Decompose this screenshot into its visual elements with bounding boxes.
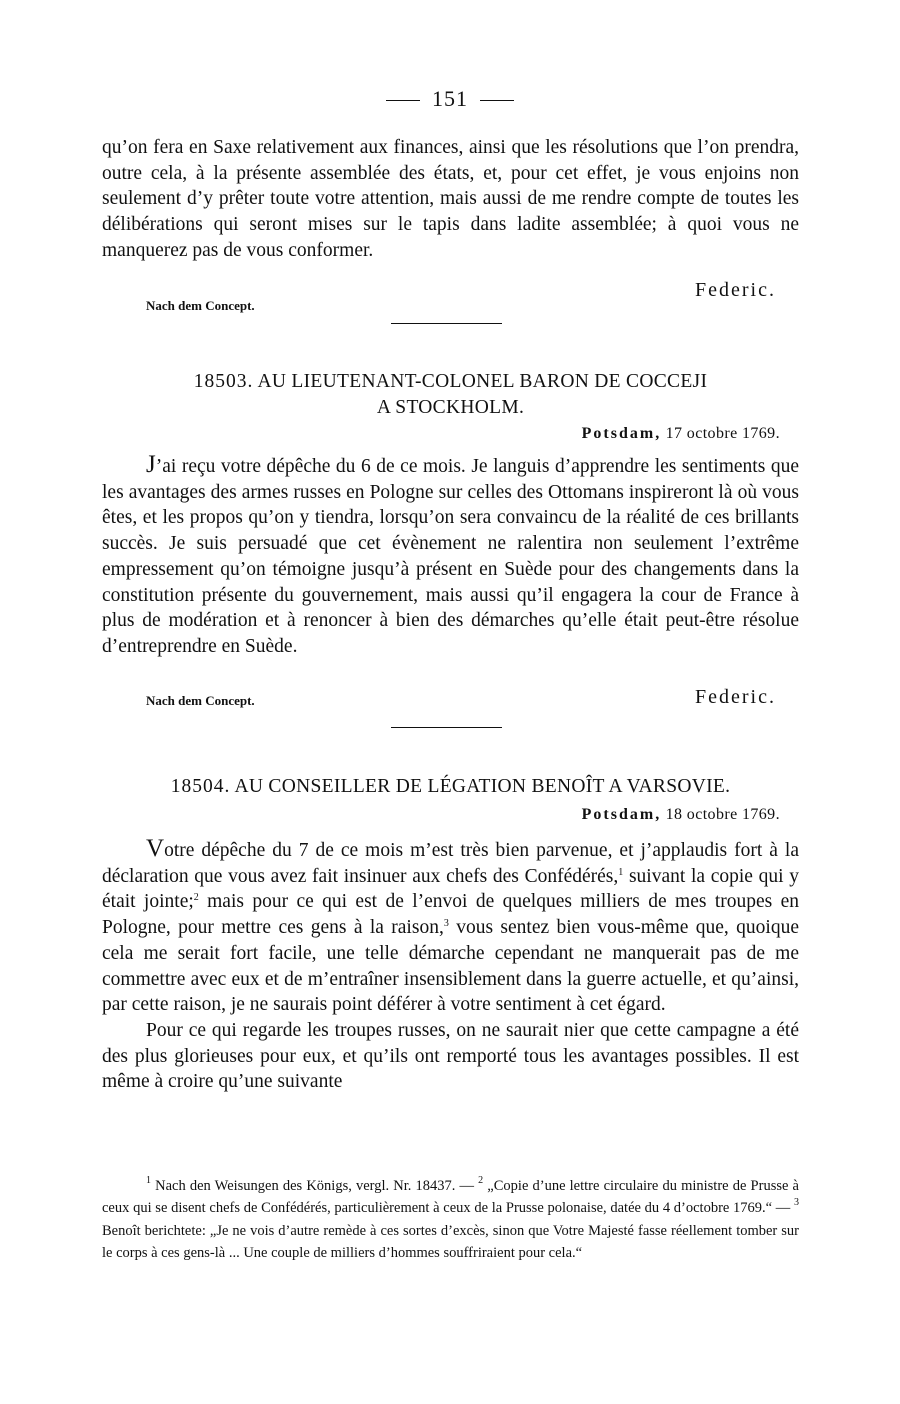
letter-18503-paragraph: [102, 452, 799, 660]
page-number-value: 151: [432, 86, 468, 111]
letter-18504-dateline: [582, 806, 780, 824]
previous-letter-source: Nach dem Concept.: [146, 298, 255, 313]
footnotes: [102, 1175, 799, 1264]
separator-rule-1: [391, 323, 502, 324]
letter-18504-text-a: otre dépêche du 7 de ce mois m’est très bien parvenue, et j’applaudis fort à la déclaration que vous avez fait insinuer aux chefs des Confédérés,: [102, 840, 799, 887]
footnote-ref-1[interactable]: 1: [618, 866, 624, 878]
footnote-ref-2[interactable]: 2: [193, 892, 199, 904]
letter-18504-text-d: vous sentez bien vous-même que, quoique cela me serait fort facile, une telle démarche cependant ne manquerait pas de me commettre avec eux et de m’entraîner insensiblement dans la guerre actuelle, et qu’ainsi, par cette raison, je ne saurais point déférer à votre sentiment à cet égard.: [102, 917, 799, 1016]
letter-18503-number: 18503.: [193, 371, 254, 392]
letter-18503-source: Nach dem Concept.: [146, 693, 255, 708]
letter-18503-signature: Federic.: [695, 686, 776, 708]
letter-18504-heading: [102, 774, 799, 800]
letter-18503-heading-line2: A STOCKHOLM.: [376, 397, 525, 418]
footnote-2-mark: 2: [478, 1175, 484, 1186]
footnote-3-mark: 3: [794, 1197, 799, 1209]
letter-18504-place: Potsdam,: [581, 806, 662, 823]
footnote-ref-3[interactable]: 3: [443, 918, 449, 930]
letter-18503-heading-line1: AU LIEUTENANT-COLONEL BARON DE COCCEJI: [257, 371, 708, 392]
letter-18503-body: [102, 452, 799, 660]
letter-18504-initial: V: [146, 835, 165, 862]
footnote-1-text: Nach den Weisungen des Königs, vergl. Nr. 18437. —: [151, 1178, 479, 1194]
letter-18504-heading-text: AU CONSEILLER DE LÉGATION BENOÎT A VARSOVIE.: [234, 776, 731, 797]
page-number-dash-right: [480, 100, 514, 101]
letter-18504-number: 18504.: [170, 776, 231, 797]
previous-letter-body: [102, 135, 799, 264]
letter-18503-place: Potsdam,: [581, 425, 662, 442]
footnote-2-text: „Copie d’une lettre circulaire du ministre de Prusse à ceux qui se disent chefs de Confédérés, particulièrement à ceux de la Prusse polonaise, datée du 4 d’octobre 1769.“ —: [102, 1178, 799, 1217]
letter-18503-heading: [102, 369, 799, 421]
previous-letter-text: qu’on fera en Saxe relativement aux finances, ainsi que les résolutions que l’on prendra, outre cela, à la présente assemblée des états, et, pour cet effet, je vous enjoins non seulement d’y prêter toute votre attention, mais aussi de me rendre compte de toutes les délibérations qui seront mises sur le tapis dans ladite assemblée; à quoi vous ne manquerez pas de vous conformer.: [102, 137, 799, 261]
letter-18503-text: ’ai reçu votre dépêche du 6 de ce mois. Je languis d’apprendre les sentiments que les avantages des armes russes en Pologne sur celles des Ottomans inspireront là où vous êtes, et les propos qu’on y tiendra, lorsqu’on sera convaincu de la réalité de ces brillants succès. Je suis persuadé que cet évènement ne ralentira non seulement l’extrême empressement qu’on témoigne jusqu’à présent en Suède pour des changements dans la constitution présente du gouvernement, mais aussi qu’il engagera la cour de France à plus de modération et à renoncer à bien des démarches qu’elle était peut-être résolue d’entreprendre en Suède.: [102, 456, 799, 657]
page-number-dash-left: [386, 100, 420, 101]
letter-18504-text-b: suivant la copie qui y était jointe;: [102, 865, 799, 913]
letter-18503-dateline: [582, 425, 780, 443]
letter-18503-date: 17 octobre 1769.: [665, 425, 780, 442]
footnotes-paragraph: [102, 1175, 799, 1264]
footnote-3-text: Benoît berichtete: „Je ne vois d’autre remède à ces sortes d’excès, sinon que Votre Majesté fasse réellement tomber sur le corps à ces gens-là ... Une couple de milliers d’hommes souffriraient pour cela.“: [102, 1222, 799, 1261]
letter-18504-paragraph-1: [102, 836, 799, 1018]
letter-18504-text-c: mais pour ce qui est de l’envoi de quelques milliers de mes troupes en Pologne, pour mettre ces gens à la raison,: [102, 891, 799, 939]
letter-18504-paragraph-2: Pour ce qui regarde les troupes russes, on ne saurait nier que cette campagne a été des plus glorieuses pour eux, et qu’ils ont remporté tous les avantages possibles. Il est même à croire qu’une suivante: [102, 1019, 799, 1093]
separator-rule-2: [391, 727, 502, 728]
letter-18503-initial: J: [146, 451, 156, 478]
letter-18504-body: [102, 836, 799, 1095]
page-number: [0, 86, 900, 112]
footnote-1-mark: 1: [146, 1175, 151, 1186]
previous-letter-signature: Federic.: [695, 279, 776, 301]
letter-18504-date: 18 octobre 1769.: [665, 806, 780, 823]
